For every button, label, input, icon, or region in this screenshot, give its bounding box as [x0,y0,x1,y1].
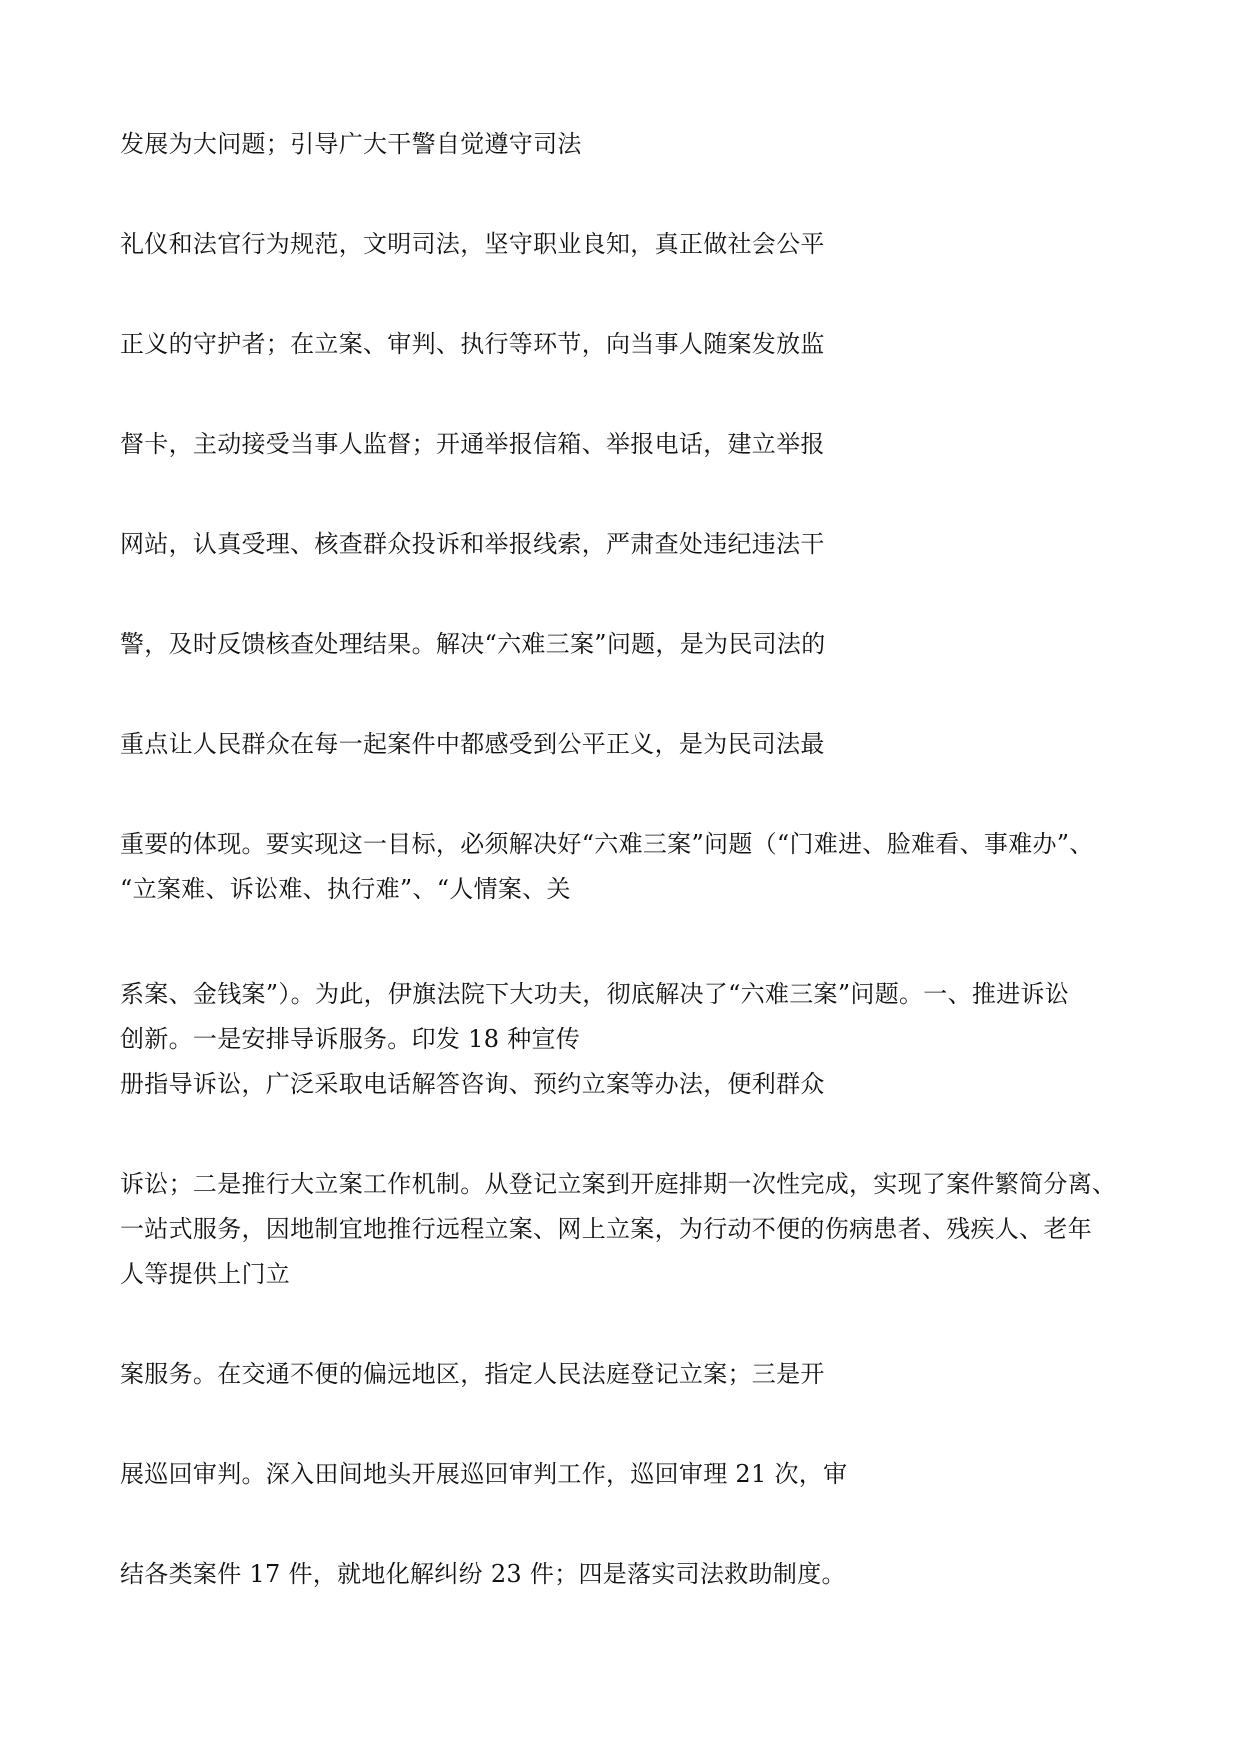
text-line: 网站，认真受理、核查群众投诉和举报线索，严肃查处违纪违法干 [120,530,825,558]
text-line: 礼仪和法官行为规范，文明司法，坚守职业良知，真正做社会公平 [120,230,825,258]
text-line: 一站式服务，因地制宜地推行远程立案、网上立案，为行动不便的伤病患者、残疾人、老年 [120,1215,1092,1243]
text-line: 督卡，主动接受当事人监督；开通举报信箱、举报电话，建立举报 [120,430,825,458]
text-line: 系案、金钱案”）。为此，伊旗法院下大功夫，彻底解决了“六难三案”问题。一、推进诉讼 [120,980,1070,1008]
text-line: 结各类案件 17 件，就地化解纠纷 23 件；四是落实司法救助制度。 [120,1560,846,1588]
text-line: 创新。一是安排导诉服务。印发 18 种宣传 [120,1025,581,1053]
text-line: 正义的守护者；在立案、审判、执行等环节，向当事人随案发放监 [120,330,825,358]
text-line: “立案难、诉讼难、执行难”、“人情案、关 [120,875,571,903]
text-line: 人等提供上门立 [120,1260,291,1288]
text-line: 重要的体现。要实现这一目标，必须解决好“六难三案”问题（“门难进、脸难看、事难办”、 [120,830,1094,858]
text-line: 册指导诉讼，广泛采取电话解答咨询、预约立案等办法，便利群众 [120,1070,825,1098]
text-line: 诉讼；二是推行大立案工作机制。从登记立案到开庭排期一次性完成，实现了案件繁简分离、 [120,1170,1117,1198]
text-line: 案服务。在交通不便的偏远地区，指定人民法庭登记立案；三是开 [120,1360,825,1388]
text-line: 展巡回审判。深入田间地头开展巡回审判工作，巡回审理 21 次，审 [120,1460,848,1488]
text-line: 重点让人民群众在每一起案件中都感受到公平正义，是为民司法最 [120,730,825,758]
text-line: 警，及时反馈核查处理结果。解决“六难三案”问题，是为民司法的 [120,630,826,658]
text-line: 发展为大问题；引导广大干警自觉遵守司法 [120,130,582,158]
